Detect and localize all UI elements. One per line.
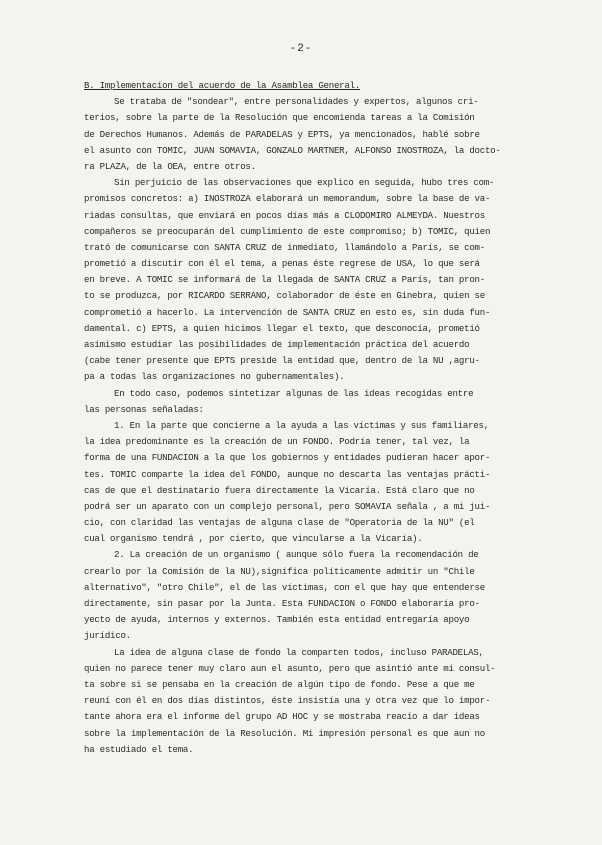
text-line: comprometió a hacerlo. La intervención de SANTA CRUZ en esto es, sin duda fun-	[84, 306, 491, 318]
text-line: podrá ser un aparato con un complejo personal, pero SOMAVIA señala , a mi jui-	[84, 500, 491, 512]
text-line: La idea de alguna clase de fondo la comparten todos, incluso PARADELAS,	[114, 646, 484, 658]
document-body	[84, 78, 572, 758]
text-line: Sin perjuicio de las observaciones que explico en seguida, hubo tres com-	[114, 177, 495, 189]
page-number: -2-	[289, 43, 313, 55]
text-line: prometió a discutir con él el tema, a penas éste regrese de USA, lo que será	[84, 258, 480, 270]
text-line: en breve. A TOMIC se informará de la llegada de SANTA CRUZ a París, tan pron-	[84, 274, 485, 286]
text-line: yecto de ayuda, internos y externos. También esta entidad entregaría apoyo	[84, 614, 470, 626]
text-line: B. Implementacion del acuerdo de la Asamblea General.	[84, 80, 360, 91]
text-line: sobre la implementación de la Resolución. Mi impresión personal es que aun no	[84, 727, 485, 739]
text-line: ra PLAZA, de la OEA, entre otros.	[84, 160, 256, 172]
text-line: reuní con él en dos días distintos, éste insistía una y otra vez que lo impor-	[84, 695, 491, 707]
text-line: pa a todas las organizaciones no gubernamentales).	[84, 371, 345, 383]
text-line: directamente, sin pasar por la Junta. Esta FUNDACION o FONDO elaboraría pro-	[84, 598, 480, 609]
text-line: jurídico.	[84, 630, 131, 642]
text-line: trató de comunicarse con SANTA CRUZ de inmediato, llamándolo a París, se com-	[84, 241, 485, 253]
text-line: 2. La creación de un organismo ( aunque sólo fuera la recomendación de	[114, 549, 479, 561]
text-line: de Derechos Humanos. Además de PARADELAS y EPTS, ya mencionados, hablé sobre	[84, 128, 480, 140]
text-line: damental. c) EPTS, a quien hicimos llegar el texto, que desconocía, prometió	[84, 322, 480, 334]
text-line: quien no parece tener muy claro aun el asunto, pero que asintió ante mi consul-	[84, 662, 496, 674]
text-line: alternativo", "otro Chile", el de las víctimas, con el que hay que entenderse	[84, 581, 485, 593]
text-line: cual organismo tendrá , por cierto, que vincularse a la Vicaría).	[84, 533, 423, 545]
text-line: ta sobre si se pensaba en la creación de algún tipo de fondo. Pese a que me	[84, 678, 475, 690]
text-line: asimismo estudiar las posibilidades de implementación práctica del acuerdo	[84, 339, 470, 350]
text-line: cas de que el destinatario fuera directamente la Vicaría. Está claro que no	[84, 484, 475, 496]
text-line: tes. TOMIC comparte la idea del FONDO, aunque no descarta las ventajas prácti-	[84, 468, 491, 480]
text-line: to se produzca, por RICARDO SERRANO, colaborador de éste en Ginebra, quien se	[84, 290, 485, 302]
text-line: riadas consultas, que enviará en pocos días más a CLODOMIRO ALMEYDA. Nuestros	[84, 209, 485, 221]
text-line: promisos concretos: a) INOSTROZA elaborará un memorandum, sobre la base de va-	[84, 193, 491, 205]
text-line: crearlo por la Comisión de la NU),significa políticamente admitir un "Chile	[84, 565, 475, 577]
text-line: el asunto con TOMIC, JUAN SOMAVIA, GONZALO MARTNER, ALFONSO INOSTROZA, la docto-	[84, 144, 501, 156]
text-line: tante ahora era el informe del grupo AD HOC y se mostraba reacio a dar ideas	[84, 711, 480, 723]
text-line: Se trataba de "sondear", entre personalidades y expertos, algunos cri-	[114, 96, 479, 108]
text-line: las personas señaladas:	[84, 403, 204, 415]
text-line: cio, con claridad las ventajas de alguna clase de "Operatoria de la NU" (el	[84, 517, 475, 529]
text-line: En todo caso, podemos sintetizar algunas de las ideas recogidas entre	[114, 387, 474, 399]
text-line: forma de una FUNDACION a la que los gobiernos y entidades pudieran hacer apor-	[84, 452, 491, 464]
text-line: la idea predominante es la creación de un FONDO. Podría tener, tal vez, la	[84, 436, 470, 448]
text-line: compañeros se preocuparán del cumplimiento de este compromiso; b) TOMIC, quien	[84, 225, 491, 237]
text-line: 1. En la parte que concierne a la ayuda a las víctimas y sus familiares,	[114, 419, 489, 431]
text-line: terios, sobre la parte de la Resolución que encomienda tareas a la Comisión	[84, 112, 475, 124]
text-line: ha estudiado el tema.	[84, 743, 194, 755]
text-line: (cabe tener presente que EPTS preside la entidad que, dentro de la NU ,agru-	[84, 355, 480, 367]
